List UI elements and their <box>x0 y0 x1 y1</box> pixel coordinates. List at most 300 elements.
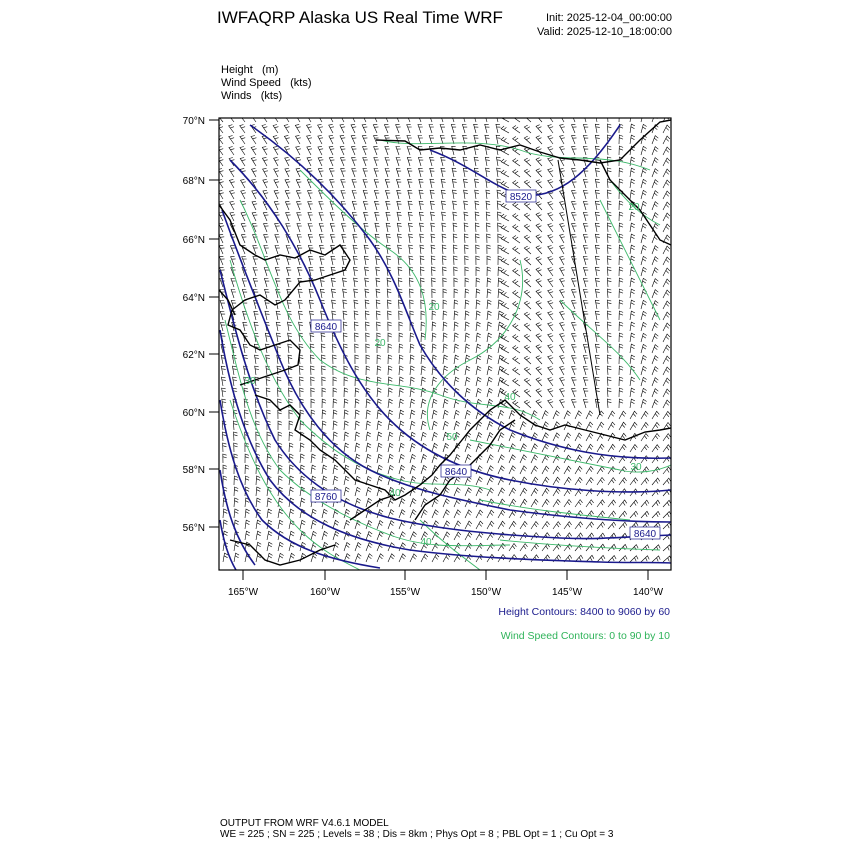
wind-barb <box>432 454 438 463</box>
wind-barb <box>409 256 413 265</box>
wind-barb <box>542 411 548 419</box>
wind-barb <box>221 377 226 386</box>
wind-barb <box>607 377 611 386</box>
wind-barb <box>509 544 516 552</box>
wind-barb <box>536 279 542 287</box>
wind-barb <box>465 300 469 309</box>
wind-barb <box>332 344 336 353</box>
wind-barb <box>375 201 380 210</box>
wind-barb <box>531 444 538 452</box>
wind-barb <box>630 445 637 453</box>
wind-barb <box>548 389 553 398</box>
wind-barb <box>251 136 256 145</box>
wind-barb <box>652 478 660 485</box>
wind-barb <box>421 333 425 342</box>
wind-barb <box>652 456 660 463</box>
wind-barb <box>476 543 483 551</box>
wind-barb <box>376 311 380 320</box>
wind-barb <box>641 377 647 386</box>
wind-barb <box>630 322 635 331</box>
wind-barb <box>234 432 238 441</box>
wind-barb <box>418 136 423 145</box>
wind-barb <box>572 322 577 331</box>
field-label-winds: Winds (kts) <box>221 90 283 102</box>
wind-barb <box>548 169 553 178</box>
wind-barb <box>443 311 447 320</box>
wind-barb <box>560 267 565 276</box>
wind-barb <box>399 454 405 463</box>
wind-barb <box>318 124 323 133</box>
wind-barb <box>548 290 553 299</box>
wind-barb <box>487 278 491 287</box>
wind-barb <box>586 478 593 486</box>
wind-barb <box>464 201 468 210</box>
wind-barb <box>388 366 392 375</box>
wind-barb <box>575 433 582 441</box>
wind-barb <box>432 554 439 562</box>
wind-barb <box>465 366 470 375</box>
wind-barb <box>501 225 509 232</box>
wind-barb <box>595 124 600 133</box>
wind-barb <box>432 410 437 419</box>
wind-barb <box>252 168 257 177</box>
wind-barb <box>419 212 424 221</box>
wind-barb <box>607 311 611 320</box>
wind-barb <box>354 311 358 320</box>
wind-barb <box>536 224 542 232</box>
wind-barb <box>524 257 531 265</box>
wind-barb <box>641 478 649 485</box>
wind-barb <box>595 135 600 144</box>
wind-barb <box>652 356 658 364</box>
wind-barb <box>465 322 470 331</box>
wind-barb <box>608 411 615 419</box>
wind-barb <box>410 333 414 342</box>
wind-barb <box>287 322 291 331</box>
wind-barb <box>663 268 670 276</box>
wind-barb <box>310 311 314 320</box>
wind-barb <box>374 146 379 155</box>
wind-barb <box>513 159 520 167</box>
wind-barb <box>607 124 611 133</box>
wind-barb <box>583 344 588 353</box>
wind-barb <box>476 267 480 276</box>
wind-barb <box>256 531 261 540</box>
wind-barb <box>608 556 616 563</box>
wind-barb <box>432 355 437 364</box>
wind-barb <box>399 388 404 397</box>
wind-barb <box>583 179 588 188</box>
wind-barb <box>476 289 480 298</box>
wind-barb <box>560 333 565 342</box>
wind-barb <box>289 509 294 518</box>
wind-barb <box>377 432 382 441</box>
wind-barb <box>332 311 336 320</box>
wind-barb <box>586 544 594 551</box>
wind-barb <box>344 487 349 496</box>
wind-barb <box>607 355 611 364</box>
wind-barb <box>548 180 553 189</box>
wind-barb <box>476 311 481 320</box>
wind-barb <box>399 344 403 353</box>
wind-barb <box>244 410 248 419</box>
wind-barb <box>341 179 346 188</box>
wind-barb <box>288 344 292 353</box>
wind-barb <box>254 311 259 320</box>
wind-barb <box>409 278 413 287</box>
wind-barb <box>548 147 553 156</box>
wind-barb <box>220 311 225 320</box>
wind-barb <box>501 346 509 353</box>
wind-barb <box>583 234 588 243</box>
wind-barb <box>289 465 294 474</box>
wind-barb <box>531 488 538 496</box>
wind-barb <box>308 234 313 243</box>
wind-barb <box>385 169 390 178</box>
wind-barb <box>536 378 542 386</box>
wind-barb <box>331 278 336 287</box>
wind-barb <box>641 245 647 254</box>
wind-barb <box>575 466 582 474</box>
wind-barb <box>641 399 647 408</box>
wind-barb <box>333 355 337 364</box>
wind-barb <box>308 224 313 233</box>
wind-barb <box>509 521 516 529</box>
wind-barb <box>343 333 347 342</box>
wind-barb <box>641 422 648 430</box>
wind-barb <box>399 432 404 441</box>
wind-barb <box>465 267 469 276</box>
wind-barb <box>396 124 401 133</box>
wind-barb <box>548 400 553 409</box>
wind-barb <box>560 355 565 364</box>
wind-barb <box>366 322 370 331</box>
wind-barb <box>513 291 520 299</box>
wind-barb <box>387 278 391 287</box>
lat-label: 68°N <box>182 176 205 187</box>
wind-barb <box>465 311 469 320</box>
wind-barb <box>264 278 269 287</box>
wind-barb <box>340 146 345 155</box>
wind-barb <box>501 137 509 144</box>
wind-barb <box>548 257 553 266</box>
wind-barb <box>256 498 261 507</box>
wind-barb <box>560 256 565 265</box>
wind-barb <box>453 201 457 210</box>
wind-barb <box>536 235 542 243</box>
wind-barb <box>364 256 369 265</box>
wind-barb <box>430 190 435 199</box>
wind-barb <box>332 300 336 309</box>
wind-barb <box>630 311 635 320</box>
wind-barb <box>363 201 368 210</box>
wind-barb <box>432 289 436 298</box>
wind-barb <box>453 212 457 221</box>
wind-barb <box>355 498 361 507</box>
wind-barb <box>330 179 335 188</box>
wind-barb <box>520 499 527 507</box>
wind-barb <box>607 234 611 243</box>
wind-barb <box>607 322 611 331</box>
wind-barb <box>536 169 542 177</box>
wind-barb <box>256 443 260 452</box>
wind-barb <box>520 521 527 529</box>
wind-barb <box>524 136 531 144</box>
wind-barb <box>223 465 227 474</box>
wind-barb <box>340 135 345 144</box>
wind-barb <box>652 400 658 408</box>
wind-barb <box>443 388 448 397</box>
wind-barb <box>420 256 424 265</box>
wind-barb <box>572 190 577 199</box>
wind-barb <box>583 300 588 309</box>
wind-barb <box>245 476 249 485</box>
wind-barb <box>275 246 280 255</box>
wind-barb <box>641 411 648 419</box>
wind-barb <box>241 223 246 232</box>
wind-barb <box>583 267 588 276</box>
wind-barb <box>430 157 435 166</box>
wind-barb <box>366 421 371 430</box>
wind-barb <box>498 488 505 496</box>
wind-barb <box>322 465 327 474</box>
wind-barb <box>452 179 457 188</box>
wind-barb <box>513 335 520 343</box>
wind-barb <box>296 190 301 199</box>
wind-barb <box>333 377 337 386</box>
wind-barb <box>234 443 238 452</box>
wind-barb <box>452 168 457 177</box>
wind-barb <box>355 443 360 452</box>
wind-barb <box>296 168 301 177</box>
wind-barb <box>485 124 490 133</box>
wind-barb <box>652 268 658 276</box>
wind-barb <box>630 377 635 386</box>
wind-barb <box>366 543 372 551</box>
wind-barb <box>641 256 647 265</box>
wind-barb <box>501 258 509 265</box>
wind-barb <box>410 421 415 430</box>
wind-barb <box>377 554 384 562</box>
wind-barb <box>630 234 635 243</box>
wind-barb <box>322 454 327 463</box>
wind-barb <box>410 532 417 540</box>
wind-barb <box>487 521 494 529</box>
wind-barb <box>607 289 611 298</box>
wind-barb <box>264 268 269 277</box>
wind-barb <box>641 333 647 342</box>
wind-barb <box>542 544 550 551</box>
wind-barb <box>663 456 671 463</box>
wind-barb <box>432 432 438 441</box>
wind-barb <box>536 136 542 144</box>
wind-barb <box>220 301 225 310</box>
wind-barb <box>476 278 480 287</box>
wind-barb <box>513 247 520 255</box>
wind-barb <box>398 278 402 287</box>
wind-barb <box>365 267 369 276</box>
wind-barb <box>452 190 456 199</box>
wind-barb <box>441 168 446 177</box>
wind-barb <box>274 157 279 166</box>
wind-barb <box>278 509 283 518</box>
wind-barb <box>266 366 270 375</box>
wind-barb <box>299 322 303 331</box>
wind-barb <box>560 146 565 155</box>
wind-barb <box>243 344 248 353</box>
wind-barb <box>463 179 467 188</box>
wind-barb <box>278 432 282 441</box>
wind-barb <box>421 410 426 419</box>
wind-barb <box>572 234 577 243</box>
field-label-wind-speed: Wind Speed (kts) <box>221 77 312 89</box>
wind-barb <box>536 356 542 364</box>
wind-barb <box>310 333 314 342</box>
wind-barb <box>307 135 312 144</box>
wind-barb <box>320 289 325 298</box>
wind-barb <box>344 520 350 529</box>
wind-barb <box>595 201 600 210</box>
wind-barb <box>366 355 370 364</box>
wind-barb <box>572 124 577 133</box>
wind-barb <box>388 454 393 463</box>
wind-barb <box>487 466 494 474</box>
wind-barb <box>619 388 623 397</box>
longitude-axis <box>243 570 648 580</box>
wind-barb <box>652 136 658 144</box>
wind-barb <box>542 477 549 485</box>
wind-barb <box>524 400 531 408</box>
wind-label: 40 <box>389 488 401 499</box>
wind-label: 30 <box>244 376 256 387</box>
wind-barb <box>583 278 588 287</box>
wind-barb <box>432 421 438 430</box>
wind-barb <box>496 157 501 166</box>
wind-barb <box>597 411 604 419</box>
wind-barb <box>399 377 404 386</box>
wind-barb <box>501 159 509 166</box>
wind-barb <box>366 399 371 408</box>
wind-barb <box>234 476 238 485</box>
wind-barb <box>548 202 553 211</box>
wind-barb <box>229 169 234 178</box>
wind-barb <box>501 280 509 287</box>
init-time: Init: 2025-12-04_00:00:00 <box>546 12 672 24</box>
wind-barb <box>366 366 370 375</box>
wind-barb <box>630 411 637 419</box>
wind-barb <box>454 543 461 551</box>
wind-barb <box>498 366 503 375</box>
wind-barb <box>536 158 542 166</box>
wind-barb <box>641 467 649 474</box>
wind-barb <box>595 256 600 265</box>
wind-barb <box>542 522 550 530</box>
wind-barb <box>219 223 224 232</box>
wind-barb <box>399 311 403 320</box>
wind-barb <box>630 135 635 144</box>
wind-barb <box>274 201 279 210</box>
wind-barb <box>548 356 553 365</box>
wind-barb <box>253 257 258 266</box>
wind-barb <box>223 443 227 452</box>
wind-barb <box>223 509 227 518</box>
wind-barb <box>607 399 611 408</box>
wind-barb <box>619 256 623 265</box>
wind-label: 20 <box>428 302 440 313</box>
wind-barb <box>399 322 403 331</box>
wind-barb <box>419 179 424 188</box>
wind-barb <box>572 366 577 375</box>
wind-barb <box>509 466 516 474</box>
wind-barb <box>542 499 549 507</box>
wind-barb <box>342 278 346 287</box>
wind-barb <box>322 531 328 540</box>
wind-barb <box>418 125 423 134</box>
wind-barb <box>223 476 227 485</box>
wind-barb <box>595 344 600 353</box>
wind-barb <box>443 421 449 430</box>
wind-barb <box>454 267 458 276</box>
wind-barb <box>652 323 658 331</box>
wind-barb <box>501 313 509 320</box>
wind-barb <box>560 399 565 408</box>
wind-barb <box>264 223 269 232</box>
wind-barb <box>232 366 236 375</box>
wind-barb <box>524 202 531 210</box>
wind-barb <box>278 553 284 562</box>
wind-barb <box>241 190 246 199</box>
wind-barb <box>421 278 425 287</box>
wind-barb <box>443 410 448 419</box>
wind-barb <box>233 377 237 386</box>
wind-barb <box>641 201 647 210</box>
wind-barb <box>355 355 359 364</box>
wind-barb <box>273 125 278 134</box>
wind-barb <box>531 544 539 551</box>
wind-barb <box>572 399 577 408</box>
wind-barb <box>340 157 345 166</box>
wind-barb <box>542 433 549 441</box>
wind-barb <box>595 289 600 298</box>
wind-barb <box>548 301 553 310</box>
wind-barb <box>652 500 660 507</box>
wind-barb <box>607 223 611 232</box>
wind-barb <box>374 190 379 199</box>
wind-barb <box>630 124 635 133</box>
wind-barb <box>641 179 647 188</box>
wind-barb <box>443 322 447 331</box>
wind-barb <box>548 235 553 244</box>
wind-barb <box>583 377 588 386</box>
wind-barb <box>432 344 436 353</box>
wind-barb <box>465 289 469 298</box>
wind-barb <box>432 510 439 518</box>
wind-barb <box>289 388 293 397</box>
wind-barb <box>322 399 326 408</box>
wind-barb <box>496 124 501 133</box>
wind-barb <box>354 278 358 287</box>
wind-barb <box>663 246 670 254</box>
wind-barb <box>410 300 414 309</box>
wind-barb <box>333 531 339 540</box>
wind-barb <box>476 532 483 540</box>
wind-barb <box>262 147 267 156</box>
wind-barb <box>399 399 404 408</box>
wind-barb <box>595 377 600 386</box>
wind-barb <box>454 421 460 430</box>
wind-barb <box>308 201 313 210</box>
wind-barb <box>498 433 504 441</box>
